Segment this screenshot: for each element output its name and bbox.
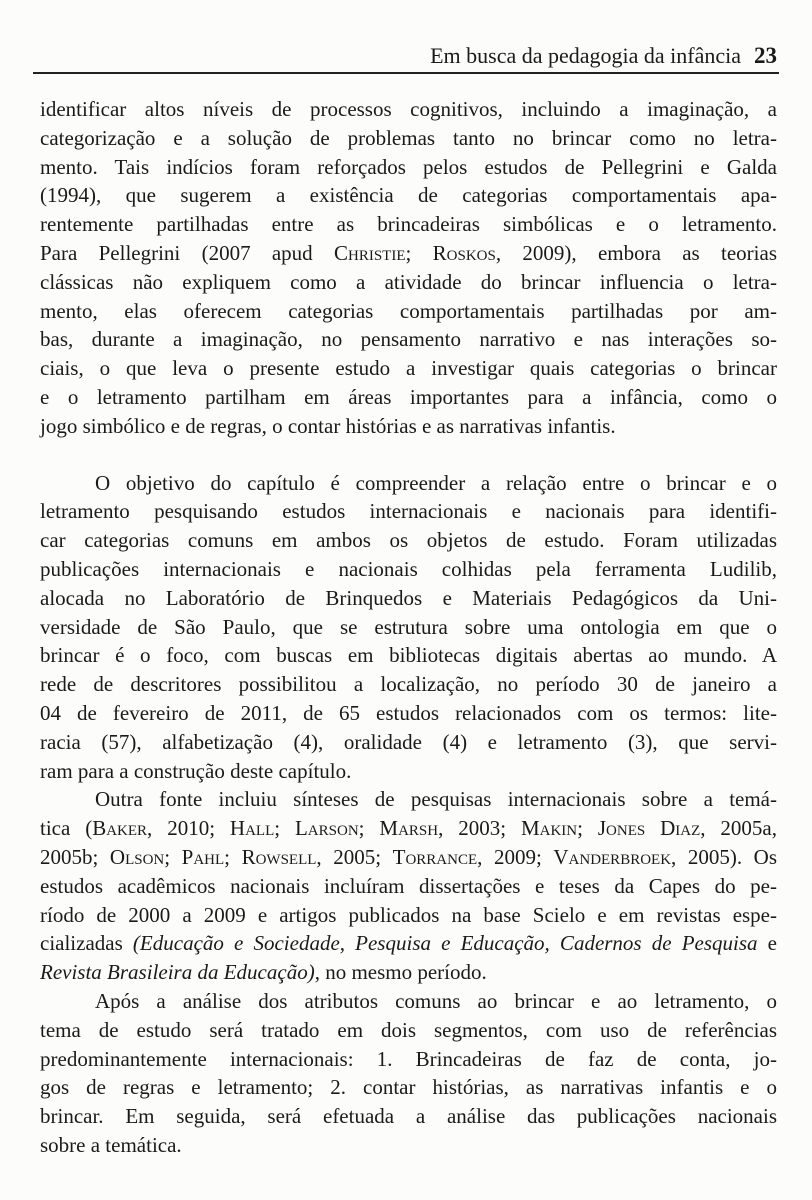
text-line bbox=[40, 383, 777, 412]
text-run: 2005b; bbox=[40, 844, 110, 869]
text-line bbox=[40, 210, 777, 239]
text-run: bas, durante a imaginação, no pensamento narrativo e nas interações so- bbox=[40, 327, 777, 352]
text-run: Após a análise dos atributos comuns ao brincar e ao letramento, o bbox=[95, 988, 777, 1013]
paragraph bbox=[40, 469, 777, 786]
text-run: brincar. Em seguida, será efetuada a análise das publicações nacionais bbox=[40, 1104, 777, 1129]
text-run: ; bbox=[577, 816, 598, 841]
text-line bbox=[40, 325, 777, 354]
text-run: jogo simbólico e de regras, o contar histórias e as narrativas infantis. bbox=[40, 413, 616, 438]
text-line bbox=[40, 354, 777, 383]
text-line bbox=[40, 987, 777, 1016]
text-run: , 2009; bbox=[477, 844, 554, 869]
paragraph bbox=[40, 95, 777, 441]
page-number: 23 bbox=[754, 43, 777, 68]
author-name-smallcaps: Rowsell bbox=[241, 844, 317, 869]
author-name-smallcaps: Hall bbox=[229, 816, 275, 841]
text-run: e bbox=[757, 931, 777, 956]
author-name-smallcaps: Baker bbox=[92, 816, 148, 841]
journal-title-italic: (Educação e Sociedade, Pesquisa e Educação, Cadernos de Pesquisa bbox=[132, 931, 758, 956]
text-line bbox=[40, 1016, 777, 1045]
text-run: ; bbox=[164, 844, 182, 869]
text-run: O objetivo do capítulo é compreender a relação entre o brincar e o bbox=[95, 470, 777, 495]
text-run: sobre a temática. bbox=[40, 1132, 182, 1157]
text-line bbox=[40, 872, 777, 901]
text-line bbox=[40, 124, 777, 153]
author-name-smallcaps: Roskos bbox=[432, 240, 496, 265]
author-name-smallcaps: Olson bbox=[109, 844, 165, 869]
author-name-smallcaps: Jones Diaz bbox=[597, 816, 701, 841]
text-run: Para Pellegrini (2007 apud bbox=[40, 240, 334, 265]
journal-title-italic: Revista Brasileira da Educação) bbox=[40, 960, 315, 985]
text-run: tema de estudo será tratado em dois segmentos, com uso de referências bbox=[40, 1017, 777, 1042]
text-run: publicações internacionais e nacionais colhidas pela ferramenta Ludilib, bbox=[40, 556, 777, 581]
text-run: mento. Tais indícios foram reforçados pelos estudos de Pellegrini e Galda bbox=[40, 154, 777, 179]
author-name-smallcaps: Pahl bbox=[181, 844, 225, 869]
text-run: , 2010; bbox=[147, 816, 230, 841]
text-line bbox=[40, 526, 777, 555]
running-header bbox=[33, 44, 777, 68]
text-run: Outra fonte incluiu sínteses de pesquisas internacionais sobre a temá- bbox=[95, 787, 777, 812]
text-line bbox=[40, 412, 777, 441]
text-line bbox=[40, 757, 777, 786]
text-line bbox=[40, 728, 777, 757]
text-line bbox=[40, 1102, 777, 1131]
text-line bbox=[40, 929, 777, 958]
text-line bbox=[40, 555, 777, 584]
author-name-smallcaps: Vanderbroek bbox=[553, 844, 672, 869]
text-line bbox=[40, 584, 777, 613]
author-name-smallcaps: Torrance bbox=[392, 844, 478, 869]
text-line bbox=[40, 239, 777, 268]
author-name-smallcaps: Makin bbox=[520, 816, 578, 841]
text-run: , 2003; bbox=[438, 816, 521, 841]
text-line bbox=[40, 153, 777, 182]
text-run: categorização e a solução de problemas tanto no brincar como no letra- bbox=[40, 125, 777, 150]
text-line bbox=[40, 268, 777, 297]
text-line bbox=[40, 901, 777, 930]
text-run: , 2005a, bbox=[700, 816, 777, 841]
text-line bbox=[40, 469, 777, 498]
text-line bbox=[40, 843, 777, 872]
paragraph bbox=[40, 987, 777, 1160]
text-line bbox=[40, 814, 777, 843]
text-run: car categorias comuns em ambos os objetos de estudo. Foram utilizadas bbox=[40, 528, 777, 553]
text-run: alocada no Laboratório de Brinquedos e Materiais Pedagógicos da Uni- bbox=[40, 585, 777, 610]
running-header-title: Em busca da pedagogia da infância bbox=[430, 43, 741, 68]
text-run: , 2009), embora as teorias bbox=[495, 240, 777, 265]
text-run: rentemente partilhadas entre as brincadeiras simbólicas e o letramento. bbox=[40, 212, 777, 237]
text-line bbox=[40, 613, 777, 642]
text-line bbox=[40, 785, 777, 814]
text-line bbox=[40, 641, 777, 670]
text-run: identificar altos níveis de processos cognitivos, incluindo a imaginação, a bbox=[40, 97, 777, 121]
text-line bbox=[40, 95, 777, 124]
text-run: ; bbox=[358, 816, 380, 841]
text-run: e o letramento partilham em áreas importantes para a infância, como o bbox=[40, 384, 777, 409]
text-run: , 2005). Os bbox=[671, 844, 777, 869]
text-run: mento, elas oferecem categorias comportamentais partilhadas por am- bbox=[40, 298, 777, 323]
text-run: ; bbox=[224, 844, 242, 869]
text-run: cializadas bbox=[40, 931, 133, 956]
text-line bbox=[40, 958, 777, 987]
page-body bbox=[40, 95, 777, 1160]
text-run: brincar é o foco, com buscas em bibliotecas digitais abertas ao mundo. A bbox=[40, 643, 777, 668]
text-run: tica ( bbox=[40, 816, 93, 841]
text-run: ; bbox=[405, 240, 433, 265]
text-run: letramento pesquisando estudos internacionais e nacionais para identifi- bbox=[40, 499, 777, 524]
text-run: , no mesmo período. bbox=[314, 960, 487, 985]
text-run: clássicas não expliquem como a atividade do brincar influencia o letra- bbox=[40, 269, 777, 294]
text-line bbox=[40, 181, 777, 210]
text-run: estudos acadêmicos nacionais incluíram dissertações e teses da Capes do pe- bbox=[40, 873, 777, 898]
text-run: ciais, o que leva o presente estudo a investigar quais categorias o brincar bbox=[40, 356, 777, 381]
text-run: 04 de fevereiro de 2011, de 65 estudos relacionados com os termos: lite- bbox=[40, 700, 777, 725]
text-run: versidade de São Paulo, que se estrutura sobre uma ontologia em que o bbox=[40, 614, 777, 639]
text-line bbox=[40, 1131, 777, 1160]
text-line bbox=[40, 297, 777, 326]
text-run: (1994), que sugerem a existência de categorias comportamentais apa- bbox=[40, 183, 777, 208]
author-name-smallcaps: Christie bbox=[334, 240, 406, 265]
text-run: rede de descritores possibilitou a localização, no período 30 de janeiro a bbox=[40, 672, 777, 697]
text-line bbox=[40, 699, 777, 728]
text-run: racia (57), alfabetização (4), oralidade (4) e letramento (3), que servi- bbox=[40, 729, 777, 754]
text-run: ríodo de 2000 a 2009 e artigos publicados na base Scielo e em revistas espe- bbox=[40, 902, 777, 927]
text-line bbox=[40, 670, 777, 699]
text-run: ; bbox=[274, 816, 295, 841]
header-rule bbox=[33, 72, 779, 74]
author-name-smallcaps: Marsh bbox=[379, 816, 439, 841]
text-run: ram para a construção deste capítulo. bbox=[40, 758, 352, 783]
text-run: gos de regras e letramento; 2. contar histórias, as narrativas infantis e o bbox=[40, 1075, 777, 1100]
text-line bbox=[40, 1073, 777, 1102]
author-name-smallcaps: Larson bbox=[294, 816, 359, 841]
text-line bbox=[40, 1045, 777, 1074]
paragraph bbox=[40, 785, 777, 987]
text-run: predominantemente internacionais: 1. Brincadeiras de faz de conta, jo- bbox=[40, 1046, 777, 1071]
text-run: , 2005; bbox=[316, 844, 393, 869]
text-line bbox=[40, 497, 777, 526]
